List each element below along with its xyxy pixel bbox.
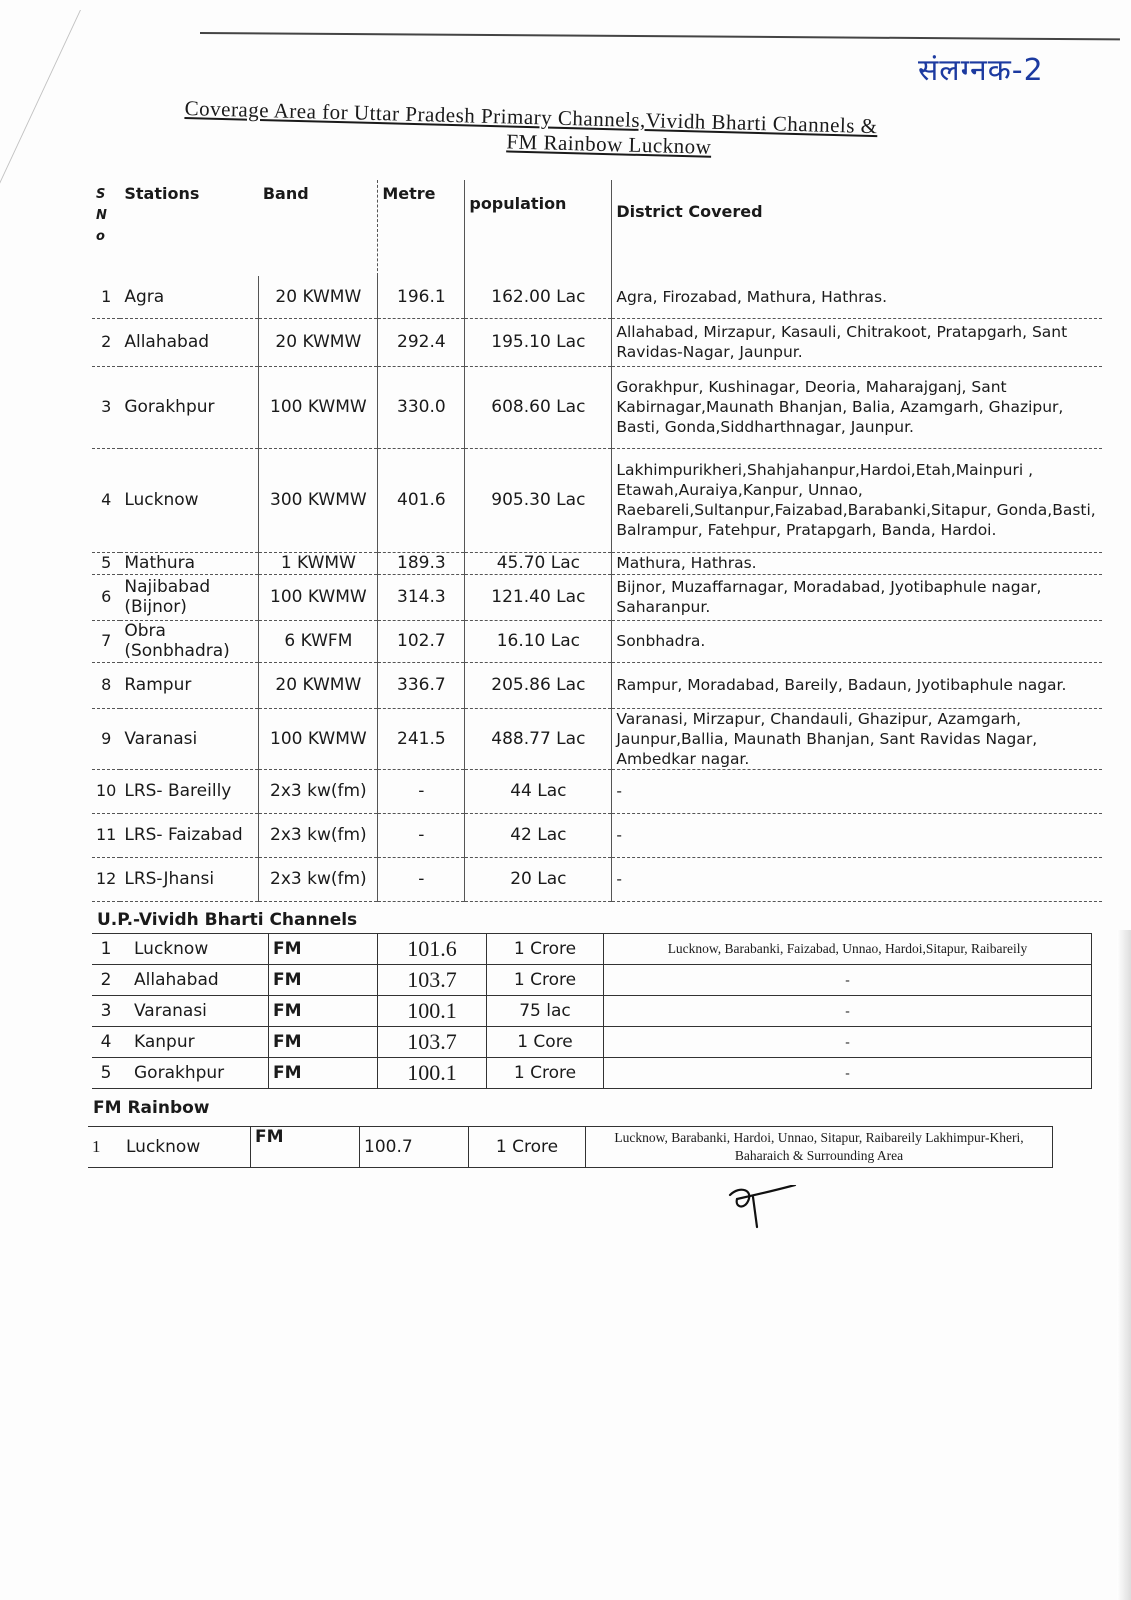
metre-cell: 103.7 [378,965,487,996]
band-cell: 20 KWMW [259,276,378,318]
station-cell: Mathura [120,552,259,574]
table-row [92,1027,1092,1058]
band-cell: FM [269,934,378,965]
table-row [92,857,1102,901]
metre-cell: 292.4 [378,318,465,366]
sno-cell: 3 [92,996,120,1027]
population-cell: 75 lac [487,996,604,1027]
station-cell: Varanasi [120,996,269,1027]
metre-cell: - [378,813,465,857]
station-cell: Obra (Sonbhadra) [120,620,259,662]
sno-cell: 1 [88,1127,122,1168]
station-cell: Najibabad (Bijnor) [120,574,259,620]
population-cell: 16.10 Lac [465,620,612,662]
station-cell: Varanasi [120,708,259,769]
title-line-1: Coverage Area for Uttar Pradesh Primary Channels,Vividh Bharti Channels & [184,96,878,139]
population-cell: 1 Crore [487,965,604,996]
population-cell: 1 Crore [469,1127,586,1168]
band-cell: 2x3 kw(fm) [259,769,378,813]
sno-cell: 2 [92,965,120,996]
table-row [92,662,1102,708]
band-cell: 1 KWMW [259,552,378,574]
district-cell: - [604,1027,1092,1058]
sno-cell: 1 [92,276,120,318]
table-row [92,318,1102,366]
sno-cell: 5 [92,1058,120,1089]
district-cell: - [604,996,1092,1027]
metre-cell: 330.0 [378,366,465,448]
band-cell: 2x3 kw(fm) [259,857,378,901]
annex-label: संलग्नक-2 [918,53,1044,88]
table-row [92,965,1092,996]
signature-mark [725,1185,815,1235]
population-cell: 608.60 Lac [465,366,612,448]
sno-cell: 6 [92,574,120,620]
vividh-bharti-table [92,933,1092,1089]
table-row [92,813,1102,857]
metre-cell: - [378,769,465,813]
band-cell: 100 KWMW [259,574,378,620]
header-sno: S N o [96,187,107,244]
district-cell: Lakhimpurikheri,Shahjahanpur,Hardoi,Etah,Mainpuri , Etawah,Auraiya,Kanpur, Unnao, Raebareli,Sultanpur,Faizabad,Barabanki,Sitapur, Gonda,Basti, Balrampur, Fatehpur, Pratapgarh, Banda, Hardoi. [612,448,1102,552]
band-cell: FM [269,996,378,1027]
metre-cell: 100.7 [360,1127,469,1168]
metre-cell: 314.3 [378,574,465,620]
station-cell: Agra [120,276,259,318]
sno-cell: 8 [92,662,120,708]
district-cell: - [612,857,1102,901]
population-cell: 1 Crore [487,934,604,965]
metre-cell: 336.7 [378,662,465,708]
district-cell: Sonbhadra. [612,620,1102,662]
district-cell: - [604,1058,1092,1089]
sno-cell: 4 [92,1027,120,1058]
fm-rainbow-table [88,1126,1053,1168]
district-cell: - [612,769,1102,813]
table-row [92,366,1102,448]
station-cell: LRS- Bareilly [120,769,259,813]
district-cell: Allahabad, Mirzapur, Kasauli, Chitrakoot, Pratapgarh, Sant Ravidas-Nagar, Jaunpur. [612,318,1102,366]
population-cell: 45.70 Lac [465,552,612,574]
district-cell: - [612,813,1102,857]
station-cell: Lucknow [120,448,259,552]
population-cell: 42 Lac [465,813,612,857]
district-cell: Varanasi, Mirzapur, Chandauli, Ghazipur, Azamgarh, Jaunpur,Ballia, Maunath Bhanjan, Sant Ravidas Nagar, Ambedkar nagar. [612,708,1102,769]
table-row [92,620,1102,662]
district-cell: Lucknow, Barabanki, Faizabad, Unnao, Hardoi,Sitapur, Raibareily [604,934,1092,965]
station-cell: Rampur [120,662,259,708]
population-cell: 1 Crore [487,1058,604,1089]
top-border-line [200,32,1120,40]
table-row [92,552,1102,574]
band-cell: 100 KWMW [259,366,378,448]
station-cell: Allahabad [120,965,269,996]
metre-cell: 101.6 [378,934,487,965]
band-cell: 100 KWMW [259,708,378,769]
sno-cell: 12 [92,857,120,901]
header-district: District Covered [612,180,1102,276]
table-header-row [92,180,1102,276]
table-row [92,708,1102,769]
station-cell: LRS-Jhansi [120,857,259,901]
district-cell: Rampur, Moradabad, Bareily, Badaun, Jyotibaphule nagar. [612,662,1102,708]
table-row [92,769,1102,813]
band-cell: FM [269,1058,378,1089]
population-cell: 195.10 Lac [465,318,612,366]
station-cell: Lucknow [122,1127,251,1168]
metre-cell: 102.7 [378,620,465,662]
district-cell: - [604,965,1092,996]
sno-cell: 4 [92,448,120,552]
district-cell: Gorakhpur, Kushinagar, Deoria, Maharajganj, Sant Kabirnagar,Maunath Bhanjan, Balia, Azamgarh, Ghazipur, Basti, Gonda,Siddharthnagar, Jaunpur. [612,366,1102,448]
station-cell: Gorakhpur [120,1058,269,1089]
district-cell: Bijnor, Muzaffarnagar, Moradabad, Jyotibaphule nagar, Saharanpur. [612,574,1102,620]
band-cell: FM [269,965,378,996]
station-cell: Lucknow [120,934,269,965]
header-population: population [465,180,612,276]
district-cell: Mathura, Hathras. [612,552,1102,574]
metre-cell: 189.3 [378,552,465,574]
sno-cell: 11 [92,813,120,857]
header-stations: Stations [124,184,200,203]
population-cell: 205.86 Lac [465,662,612,708]
sno-cell: 9 [92,708,120,769]
table-row [92,996,1092,1027]
metre-cell: 103.7 [378,1027,487,1058]
metre-cell: 196.1 [378,276,465,318]
population-cell: 488.77 Lac [465,708,612,769]
metre-cell: - [378,857,465,901]
metre-cell: 401.6 [378,448,465,552]
station-cell: Kanpur [120,1027,269,1058]
district-cell: Agra, Firozabad, Mathura, Hathras. [612,276,1102,318]
population-cell: 162.00 Lac [465,276,612,318]
table-row [92,276,1102,318]
document-title [184,96,1005,167]
population-cell: 1 Core [487,1027,604,1058]
table-row [92,934,1092,965]
metre-cell: 100.1 [378,1058,487,1089]
paper-edge-shadow [1117,930,1131,1600]
population-cell: 44 Lac [465,769,612,813]
district-cell: Lucknow, Barabanki, Hardoi, Unnao, Sitapur, Raibareily Lakhimpur-Kheri, Baharaich & Surrounding Area [586,1127,1053,1168]
primary-channels-table [92,180,1102,902]
table-row [92,1058,1092,1089]
table-row [92,574,1102,620]
sno-cell: 10 [92,769,120,813]
vividh-bharti-heading: U.P.-Vividh Bharti Channels [97,910,358,930]
band-cell: FM [251,1127,360,1168]
station-cell: Allahabad [120,318,259,366]
band-cell: FM [269,1027,378,1058]
table-row [88,1127,1053,1168]
band-cell: 20 KWMW [259,318,378,366]
sno-cell: 3 [92,366,120,448]
band-cell: 6 KWFM [259,620,378,662]
population-cell: 905.30 Lac [465,448,612,552]
population-cell: 121.40 Lac [465,574,612,620]
station-cell: Gorakhpur [120,366,259,448]
metre-cell: 100.1 [378,996,487,1027]
station-cell: LRS- Faizabad [120,813,259,857]
band-cell: 2x3 kw(fm) [259,813,378,857]
metre-cell: 241.5 [378,708,465,769]
band-cell: 20 KWMW [259,662,378,708]
population-cell: 20 Lac [465,857,612,901]
sno-cell: 1 [92,934,120,965]
fm-rainbow-heading: FM Rainbow [93,1098,210,1118]
title-line-2: FM Rainbow Lucknow [506,129,712,159]
sno-cell: 2 [92,318,120,366]
header-band: Band [262,184,309,203]
band-cell: 300 KWMW [259,448,378,552]
header-metre: Metre [378,180,465,276]
sno-cell: 7 [92,620,120,662]
sno-cell: 5 [92,552,120,574]
table-row [92,448,1102,552]
